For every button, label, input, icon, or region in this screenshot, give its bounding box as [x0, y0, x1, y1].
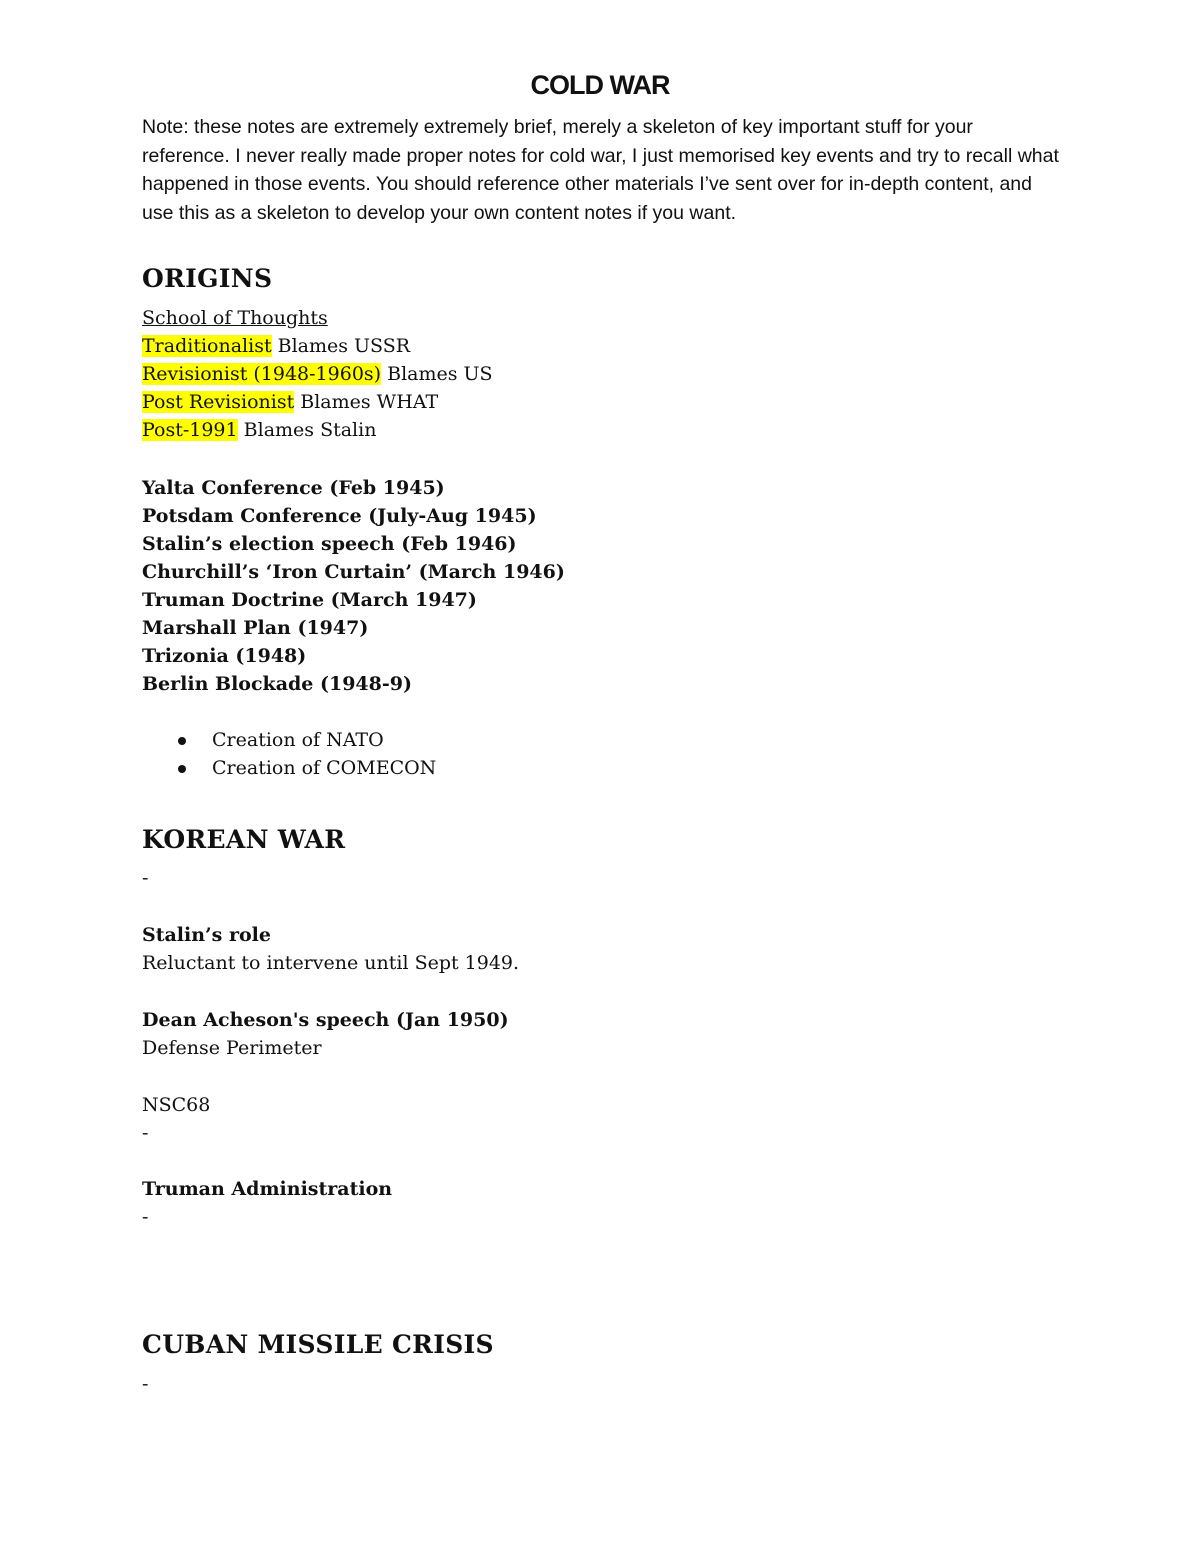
intro-note: Note: these notes are extremely extremely brief, merely a skeleton of key important stuff for your reference. I never really made proper notes for cold war, I just memorised key events and try to recall what happened in those events. You should reference other materials I’ve sent over for in-depth content, and use this as a skeleton to develop your own content notes if you want.	[142, 116, 1059, 224]
event-item: Stalin’s election speech (Feb 1946)	[142, 533, 517, 555]
school-label: Traditionalist	[142, 335, 272, 357]
nsc68-text: -	[142, 1122, 149, 1144]
school-item	[142, 332, 410, 360]
origins-heading: ORIGINS	[142, 264, 273, 293]
acheson-text: Defense Perimeter	[142, 1037, 322, 1059]
doc-title: COLD WAR	[530, 70, 670, 100]
school-label: Revisionist (1948-1960s)	[142, 363, 382, 385]
cuban-missile-crisis-heading: CUBAN MISSILE CRISIS	[142, 1330, 494, 1359]
school-text: Blames Stalin	[237, 419, 377, 441]
list-item	[142, 754, 436, 782]
event-item: Truman Doctrine (March 1947)	[142, 589, 477, 611]
stalin-role-heading: Stalin’s role	[142, 924, 271, 946]
list-item-text: Creation of NATO	[212, 729, 384, 751]
bullet-icon	[178, 765, 186, 773]
school-text: Blames WHAT	[294, 391, 439, 413]
event-item: Marshall Plan (1947)	[142, 617, 369, 639]
school-label: Post-1991	[142, 419, 238, 441]
event-item: Potsdam Conference (July-Aug 1945)	[142, 505, 537, 527]
cuban-dash: -	[142, 1373, 149, 1395]
school-text: Blames USSR	[271, 335, 411, 357]
school-label: Post Revisionist	[142, 391, 295, 413]
stalin-role-text: Reluctant to intervene until Sept 1949.	[142, 952, 520, 974]
acheson-heading: Dean Acheson's speech (Jan 1950)	[142, 1009, 509, 1031]
bullet-icon	[178, 737, 186, 745]
school-text: Blames US	[381, 363, 493, 385]
korean-war-heading: KOREAN WAR	[142, 825, 346, 854]
list-item	[142, 726, 436, 754]
event-item: Yalta Conference (Feb 1945)	[142, 477, 445, 499]
event-item: Churchill’s ‘Iron Curtain’ (March 1946)	[142, 561, 565, 583]
school-item	[142, 416, 376, 444]
truman-admin-heading: Truman Administration	[142, 1178, 393, 1200]
berlin-consequences-list	[142, 726, 436, 782]
korean-war-dash: -	[142, 867, 149, 889]
event-item: Trizonia (1948)	[142, 645, 307, 667]
school-item	[142, 388, 438, 416]
event-item: Berlin Blockade (1948-9)	[142, 673, 412, 695]
list-item-text: Creation of COMECON	[212, 757, 437, 779]
school-of-thoughts-heading: School of Thoughts	[142, 307, 328, 329]
nsc68-heading: NSC68	[142, 1094, 211, 1116]
school-item	[142, 360, 493, 388]
truman-admin-text: -	[142, 1206, 149, 1228]
